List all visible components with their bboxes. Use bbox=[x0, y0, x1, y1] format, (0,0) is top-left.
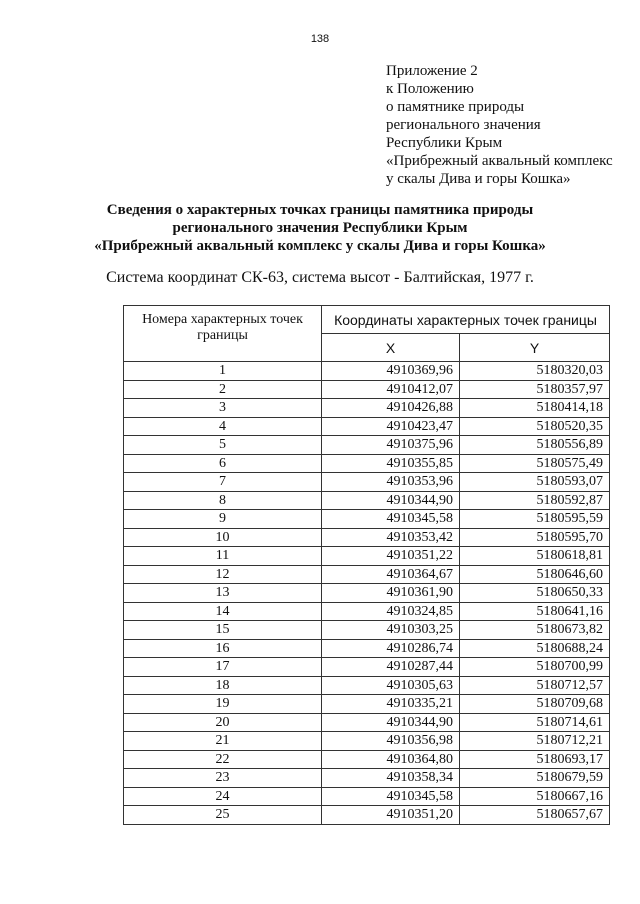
table-row bbox=[124, 510, 610, 529]
y-coordinate-cell: 5180520,35 bbox=[460, 417, 610, 436]
y-coordinate-cell: 5180657,67 bbox=[460, 806, 610, 825]
point-number-cell: 3 bbox=[124, 399, 322, 418]
coordinates-table bbox=[123, 305, 610, 825]
table-row bbox=[124, 769, 610, 788]
x-coordinate-cell: 4910286,74 bbox=[322, 639, 460, 658]
appendix-line: к Положению bbox=[386, 81, 474, 97]
point-number-cell: 4 bbox=[124, 417, 322, 436]
x-coordinate-cell: 4910287,44 bbox=[322, 658, 460, 677]
x-coordinate-cell: 4910361,90 bbox=[322, 584, 460, 603]
x-coordinate-cell: 4910351,20 bbox=[322, 806, 460, 825]
header-y: Y bbox=[460, 334, 610, 362]
appendix-line: регионального значения bbox=[386, 117, 541, 133]
y-coordinate-cell: 5180709,68 bbox=[460, 695, 610, 714]
table-row bbox=[124, 473, 610, 492]
title-line: регионального значения Республики Крым bbox=[172, 220, 468, 236]
y-coordinate-cell: 5180320,03 bbox=[460, 362, 610, 381]
point-number-cell: 22 bbox=[124, 750, 322, 769]
header-coordinates: Координаты характерных точек границы bbox=[322, 306, 610, 334]
point-number-cell: 7 bbox=[124, 473, 322, 492]
y-coordinate-cell: 5180592,87 bbox=[460, 491, 610, 510]
point-number-cell: 5 bbox=[124, 436, 322, 455]
point-number-cell: 17 bbox=[124, 658, 322, 677]
point-number-cell: 12 bbox=[124, 565, 322, 584]
point-number-cell: 13 bbox=[124, 584, 322, 603]
x-coordinate-cell: 4910358,34 bbox=[322, 769, 460, 788]
point-number-cell: 8 bbox=[124, 491, 322, 510]
point-number-cell: 2 bbox=[124, 380, 322, 399]
appendix-line: у скалы Дива и горы Кошка» bbox=[386, 171, 571, 187]
appendix-block bbox=[386, 62, 636, 188]
x-coordinate-cell: 4910356,98 bbox=[322, 732, 460, 751]
table-row bbox=[124, 787, 610, 806]
point-number-cell: 16 bbox=[124, 639, 322, 658]
table-row bbox=[124, 602, 610, 621]
y-coordinate-cell: 5180714,61 bbox=[460, 713, 610, 732]
point-number-cell: 23 bbox=[124, 769, 322, 788]
x-coordinate-cell: 4910351,22 bbox=[322, 547, 460, 566]
y-coordinate-cell: 5180618,81 bbox=[460, 547, 610, 566]
x-coordinate-cell: 4910324,85 bbox=[322, 602, 460, 621]
y-coordinate-cell: 5180712,57 bbox=[460, 676, 610, 695]
y-coordinate-cell: 5180679,59 bbox=[460, 769, 610, 788]
y-coordinate-cell: 5180641,16 bbox=[460, 602, 610, 621]
title-line: Сведения о характерных точках границы памятника природы bbox=[106, 202, 534, 218]
table-row bbox=[124, 547, 610, 566]
table-body bbox=[124, 362, 610, 825]
table-row bbox=[124, 695, 610, 714]
table-row bbox=[124, 399, 610, 418]
table-row bbox=[124, 528, 610, 547]
point-number-cell: 20 bbox=[124, 713, 322, 732]
x-coordinate-cell: 4910303,25 bbox=[322, 621, 460, 640]
point-number-cell: 6 bbox=[124, 454, 322, 473]
y-coordinate-cell: 5180693,17 bbox=[460, 750, 610, 769]
table-row bbox=[124, 676, 610, 695]
point-number-cell: 10 bbox=[124, 528, 322, 547]
table-row bbox=[124, 584, 610, 603]
y-coordinate-cell: 5180593,07 bbox=[460, 473, 610, 492]
x-coordinate-cell: 4910353,42 bbox=[322, 528, 460, 547]
y-coordinate-cell: 5180414,18 bbox=[460, 399, 610, 418]
x-coordinate-cell: 4910344,90 bbox=[322, 491, 460, 510]
document-title bbox=[0, 201, 640, 255]
y-coordinate-cell: 5180712,21 bbox=[460, 732, 610, 751]
point-number-cell: 18 bbox=[124, 676, 322, 695]
y-coordinate-cell: 5180575,49 bbox=[460, 454, 610, 473]
y-coordinate-cell: 5180595,70 bbox=[460, 528, 610, 547]
table-row bbox=[124, 362, 610, 381]
y-coordinate-cell: 5180688,24 bbox=[460, 639, 610, 658]
table-row bbox=[124, 713, 610, 732]
x-coordinate-cell: 4910353,96 bbox=[322, 473, 460, 492]
x-coordinate-cell: 4910426,88 bbox=[322, 399, 460, 418]
table-row bbox=[124, 639, 610, 658]
point-number-cell: 25 bbox=[124, 806, 322, 825]
x-coordinate-cell: 4910345,58 bbox=[322, 787, 460, 806]
point-number-cell: 1 bbox=[124, 362, 322, 381]
x-coordinate-cell: 4910305,63 bbox=[322, 676, 460, 695]
header-x: X bbox=[322, 334, 460, 362]
title-line: «Прибрежный аквальный комплекс у скалы Дива и горы Кошка» bbox=[94, 238, 546, 254]
point-number-cell: 9 bbox=[124, 510, 322, 529]
y-coordinate-cell: 5180650,33 bbox=[460, 584, 610, 603]
x-coordinate-cell: 4910412,07 bbox=[322, 380, 460, 399]
x-coordinate-cell: 4910364,80 bbox=[322, 750, 460, 769]
y-coordinate-cell: 5180673,82 bbox=[460, 621, 610, 640]
table-row bbox=[124, 732, 610, 751]
x-coordinate-cell: 4910344,90 bbox=[322, 713, 460, 732]
y-coordinate-cell: 5180646,60 bbox=[460, 565, 610, 584]
point-number-cell: 19 bbox=[124, 695, 322, 714]
x-coordinate-cell: 4910369,96 bbox=[322, 362, 460, 381]
y-coordinate-cell: 5180700,99 bbox=[460, 658, 610, 677]
y-coordinate-cell: 5180595,59 bbox=[460, 510, 610, 529]
point-number-cell: 15 bbox=[124, 621, 322, 640]
x-coordinate-cell: 4910335,21 bbox=[322, 695, 460, 714]
y-coordinate-cell: 5180667,16 bbox=[460, 787, 610, 806]
table-row bbox=[124, 565, 610, 584]
y-coordinate-cell: 5180357,97 bbox=[460, 380, 610, 399]
table-row bbox=[124, 380, 610, 399]
header-point-number: Номера характерных точек границы bbox=[124, 306, 322, 362]
table-row bbox=[124, 806, 610, 825]
point-number-cell: 24 bbox=[124, 787, 322, 806]
table-row bbox=[124, 621, 610, 640]
y-coordinate-cell: 5180556,89 bbox=[460, 436, 610, 455]
coordinate-system-note: Система координат СК-63, система высот - Балтийская, 1977 г. bbox=[106, 269, 534, 286]
point-number-cell: 14 bbox=[124, 602, 322, 621]
x-coordinate-cell: 4910375,96 bbox=[322, 436, 460, 455]
appendix-line: Приложение 2 bbox=[386, 63, 478, 79]
x-coordinate-cell: 4910345,58 bbox=[322, 510, 460, 529]
appendix-line: «Прибрежный аквальный комплекс bbox=[386, 153, 613, 169]
table-row bbox=[124, 658, 610, 677]
x-coordinate-cell: 4910423,47 bbox=[322, 417, 460, 436]
x-coordinate-cell: 4910364,67 bbox=[322, 565, 460, 584]
point-number-cell: 11 bbox=[124, 547, 322, 566]
table-row bbox=[124, 454, 610, 473]
page-number: 138 bbox=[310, 33, 330, 45]
table-row bbox=[124, 750, 610, 769]
x-coordinate-cell: 4910355,85 bbox=[322, 454, 460, 473]
point-number-cell: 21 bbox=[124, 732, 322, 751]
table-row bbox=[124, 491, 610, 510]
appendix-line: о памятнике природы bbox=[386, 99, 525, 115]
table-row bbox=[124, 417, 610, 436]
table-row bbox=[124, 436, 610, 455]
appendix-line: Республики Крым bbox=[386, 135, 503, 151]
